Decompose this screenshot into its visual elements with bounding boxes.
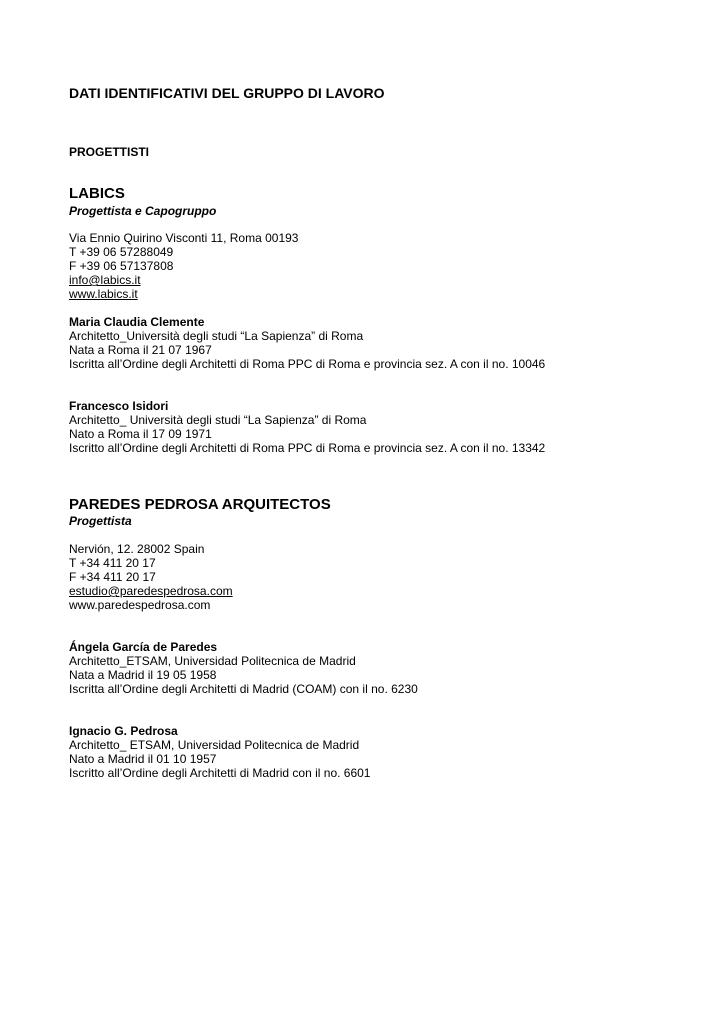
email-link[interactable]: info@labics.it <box>69 273 141 287</box>
person-name: Ángela García de Paredes <box>69 640 218 654</box>
person-birth: Nato a Madrid il 01 10 1957 <box>69 752 217 766</box>
contact-block-paredes <box>69 542 233 612</box>
person-registration: Iscritta all’Ordine degli Architetti di Roma PPC di Roma e provincia sez. A con il no. 10046 <box>69 357 546 371</box>
website-text: www.paredespedrosa.com <box>69 598 211 612</box>
person-birth: Nata a Roma il 21 07 1967 <box>69 343 212 357</box>
person-name: Francesco Isidori <box>69 399 169 413</box>
person-name: Ignacio G. Pedrosa <box>69 724 178 738</box>
address: Nervión, 12. 28002 Spain <box>69 542 205 556</box>
fax: F +39 06 57137808 <box>69 259 174 273</box>
person-block <box>69 399 545 455</box>
person-education: Architetto_ ETSAM, Universidad Politecnica de Madrid <box>69 738 360 752</box>
org-role-labics: Progettista e Capogruppo <box>69 204 217 218</box>
contact-block-labics <box>69 231 298 301</box>
phone: T +39 06 57288049 <box>69 245 174 259</box>
person-block <box>69 640 418 696</box>
org-name-labics: LABICS <box>69 185 125 202</box>
section-label: PROGETTISTI <box>69 145 150 159</box>
person-registration: Iscritto all’Ordine degli Architetti di Madrid con il no. 6601 <box>69 766 371 780</box>
email-link[interactable]: estudio@paredespedrosa.com <box>69 584 233 598</box>
person-block <box>69 315 545 371</box>
person-registration: Iscritto all’Ordine degli Architetti di Roma PPC di Roma e provincia sez. A con il no. 13342 <box>69 441 546 455</box>
person-block <box>69 724 370 780</box>
fax: F +34 411 20 17 <box>69 570 156 584</box>
org-role-paredes: Progettista <box>69 514 132 528</box>
document-title: DATI IDENTIFICATIVI DEL GRUPPO DI LAVORO <box>69 85 385 101</box>
person-birth: Nato a Roma il 17 09 1971 <box>69 427 212 441</box>
person-name: Maria Claudia Clemente <box>69 315 205 329</box>
org-name-paredes: PAREDES PEDROSA ARQUITECTOS <box>69 496 331 513</box>
address: Via Ennio Quirino Visconti 11, Roma 00193 <box>69 231 299 245</box>
person-education: Architetto_Università degli studi “La Sapienza” di Roma <box>69 329 364 343</box>
person-education: Architetto_ Università degli studi “La Sapienza” di Roma <box>69 413 367 427</box>
person-education: Architetto_ETSAM, Universidad Politecnica de Madrid <box>69 654 356 668</box>
website-link[interactable]: www.labics.it <box>69 287 138 301</box>
person-registration: Iscritta all’Ordine degli Architetti di Madrid (COAM) con il no. 6230 <box>69 682 418 696</box>
phone: T +34 411 20 17 <box>69 556 156 570</box>
person-birth: Nata a Madrid il 19 05 1958 <box>69 668 217 682</box>
